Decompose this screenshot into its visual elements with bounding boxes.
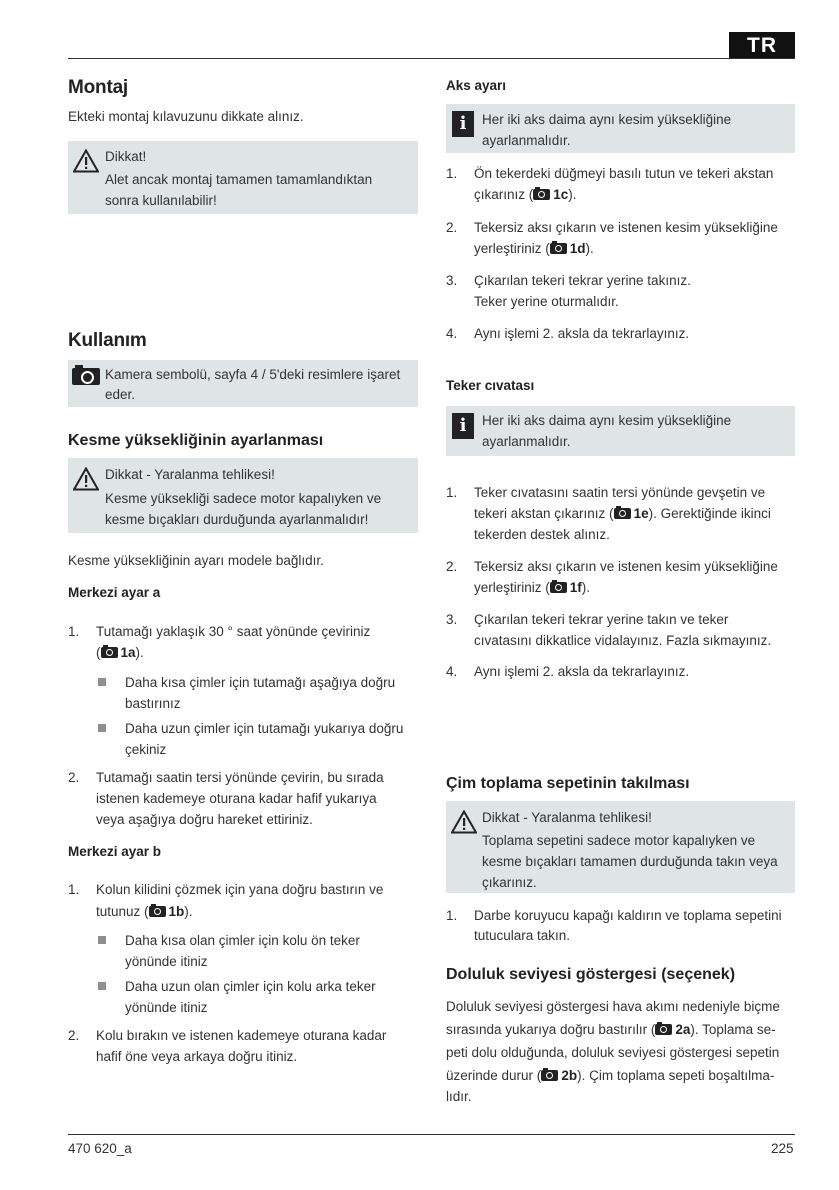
step-number: 1. <box>446 485 458 500</box>
kesme-text: Kesme yüksekliğinin ayarı modele bağlıdır. <box>68 553 324 568</box>
language-badge: TR <box>729 32 795 59</box>
camera-icon <box>541 1070 558 1081</box>
step-text: istenen kademeye oturana kadar hafif yukarıya <box>96 791 377 806</box>
camera-icon <box>614 508 631 519</box>
step-text: yerleştiriniz ( 1f). <box>474 580 591 595</box>
step-text: Kolun kilidini çözmek için yana doğru bastırın ve <box>96 882 384 897</box>
step-text: Teker cıvatasını saatin tersi yönünde gevşetin ve <box>474 485 766 500</box>
bullet-text: Daha kısa çimler için tutamağı aşağıya doğru <box>125 675 396 690</box>
camera-icon <box>655 1024 672 1035</box>
cim-warning-title: Dikkat - Yaralanma tehlikesi! <box>482 810 652 825</box>
doc-number: 470 620_a <box>68 1141 132 1156</box>
step-text: Tekersiz aksı çıkarın ve istenen kesim yüksekliğine <box>474 220 778 235</box>
step-number: 4. <box>446 664 458 679</box>
bullet-text: Daha uzun olan çimler için kolu arka teker <box>125 979 376 994</box>
bullet-text: yönünde itiniz <box>125 1000 208 1015</box>
kullanim-heading: Kullanım <box>68 330 147 351</box>
aks-info-line: Her iki aks daima aynı kesim yüksekliğine <box>482 112 732 127</box>
camera-note-line: Kamera sembolü, sayfa 4 / 5'deki resimlere işaret <box>105 367 401 382</box>
step-number: 1. <box>68 882 80 897</box>
info-icon: i <box>452 413 474 439</box>
step-number: 1. <box>446 166 458 181</box>
step-text: Ön tekerdeki düğmeyi basılı tutun ve tekeri akstan <box>474 166 774 181</box>
montaj-text: Ekteki montaj kılavuzunu dikkate alınız. <box>68 109 304 124</box>
kesme-warning-line: Kesme yüksekliği sadece motor kapalıyken ve <box>105 491 382 506</box>
teker-info-line: Her iki aks daima aynı kesim yüksekliğine <box>482 413 732 428</box>
step-text: tutunuz ( 1b). <box>96 904 193 919</box>
bullet-marker <box>98 936 106 944</box>
step-text: Darbe koruyucu kapağı kaldırın ve toplama sepetini <box>474 908 782 923</box>
warning-icon <box>451 810 477 834</box>
montaj-warning-title: Dikkat! <box>105 149 147 164</box>
step-text: ( 1a). <box>96 645 144 660</box>
step-text: Tekersiz aksı çıkarın ve istenen kesim yüksekliğine <box>474 559 778 574</box>
camera-icon <box>149 906 166 917</box>
doluluk-heading: Doluluk seviyesi göstergesi (seçenek) <box>446 966 736 983</box>
teker-heading: Teker cıvatası <box>446 378 535 393</box>
step-text: çıkarınız ( 1c). <box>474 187 577 202</box>
doluluk-text: lıdır. <box>446 1089 472 1104</box>
cim-warning-line: Toplama sepetini sadece motor kapalıyken ve <box>482 833 756 848</box>
camera-icon <box>101 647 118 658</box>
kesme-warning-title: Dikkat - Yaralanma tehlikesi! <box>105 467 275 482</box>
step-number: 1. <box>446 908 458 923</box>
montaj-warning-line: sonra kullanılabilir! <box>105 193 217 208</box>
step-number: 3. <box>446 273 458 288</box>
bullet-text: çekiniz <box>125 742 167 757</box>
doluluk-text: peti dolu olduğunda, doluluk seviyesi göstergesi sepetin <box>446 1045 780 1060</box>
merkezi-b-heading: Merkezi ayar b <box>68 844 162 859</box>
doluluk-text: sırasında yukarıya doğru bastırılır ( 2a). Toplama se- <box>446 1022 776 1037</box>
kesme-heading: Kesme yüksekliğinin ayarlanması <box>68 432 324 449</box>
bullet-text: Daha kısa olan çimler için kolu ön teker <box>125 933 360 948</box>
step-text: Çıkarılan tekeri tekrar yerine takın ve teker <box>474 612 729 627</box>
step-text: Kolu bırakın ve istenen kademeye oturana kadar <box>96 1028 387 1043</box>
bullet-text: yönünde itiniz <box>125 954 208 969</box>
merkezi-a-heading: Merkezi ayar a <box>68 585 161 600</box>
montaj-warning-line: Alet ancak montaj tamamen tamamlandıktan <box>105 172 373 187</box>
cim-heading: Çim toplama sepetinin takılması <box>446 775 690 792</box>
montaj-heading: Montaj <box>68 77 129 98</box>
bullet-marker <box>98 724 106 732</box>
bullet-text: Daha uzun çimler için tutamağı yukarıya doğru <box>125 721 404 736</box>
cim-warning-line: çıkarınız. <box>482 875 537 890</box>
step-number: 2. <box>446 559 458 574</box>
camera-icon <box>550 582 567 593</box>
camera-icon <box>533 189 550 200</box>
camera-note-line: eder. <box>105 387 136 402</box>
step-number: 2. <box>446 220 458 235</box>
bullet-marker <box>98 678 106 686</box>
step-text: yerleştiriniz ( 1d). <box>474 241 594 256</box>
bullet-marker <box>98 982 106 990</box>
doluluk-text: üzerinde durur ( 2b). Çim toplama sepeti boşaltılma- <box>446 1068 775 1083</box>
step-number: 4. <box>446 326 458 341</box>
bullet-text: bastırınız <box>125 696 181 711</box>
step-text: hafif öne veya arkaya doğru itiniz. <box>96 1049 298 1064</box>
footer-rule <box>68 1134 795 1135</box>
page-number: 225 <box>771 1141 794 1156</box>
step-text: Tutamağı yaklaşık 30 ° saat yönünde çeviriniz <box>96 624 371 639</box>
kesme-warning-line: kesme bıçakları durduğunda ayarlanmalıdır! <box>105 512 369 527</box>
step-text: tutuculara takın. <box>474 928 571 943</box>
cim-warning-line: kesme bıçakları tamamen durduğunda takın veya <box>482 854 778 869</box>
doluluk-text: Doluluk seviyesi göstergesi hava akımı nedeniyle biçme <box>446 999 780 1014</box>
warning-icon <box>73 149 99 173</box>
step-text: Aynı işlemi 2. aksla da tekrarlayınız. <box>474 664 690 679</box>
camera-icon <box>550 243 567 254</box>
aks-info-line: ayarlanmalıdır. <box>482 133 571 148</box>
step-text: veya aşağıya doğru hareket ettiriniz. <box>96 812 313 827</box>
info-icon: i <box>452 111 474 137</box>
step-text: tekerden destek alınız. <box>474 527 610 542</box>
warning-icon <box>73 467 99 491</box>
aks-heading: Aks ayarı <box>446 78 507 93</box>
step-text: cıvatasını dikkatlice vidalayınız. Fazla sıkmayınız. <box>474 633 772 648</box>
step-number: 2. <box>68 1028 80 1043</box>
step-text: Teker yerine oturmalıdır. <box>474 294 619 309</box>
header-rule <box>68 58 795 59</box>
camera-icon <box>72 368 100 385</box>
step-number: 1. <box>68 624 80 639</box>
step-text: Tutamağı saatin tersi yönünde çevirin, bu sırada <box>96 770 384 785</box>
step-number: 3. <box>446 612 458 627</box>
step-text: Aynı işlemi 2. aksla da tekrarlayınız. <box>474 326 690 341</box>
teker-info-line: ayarlanmalıdır. <box>482 434 571 449</box>
step-text: Çıkarılan tekeri tekrar yerine takınız. <box>474 273 691 288</box>
step-number: 2. <box>68 770 80 785</box>
step-text: tekeri akstan çıkarınız ( 1e). Gerektiğinde ikinci <box>474 506 771 521</box>
